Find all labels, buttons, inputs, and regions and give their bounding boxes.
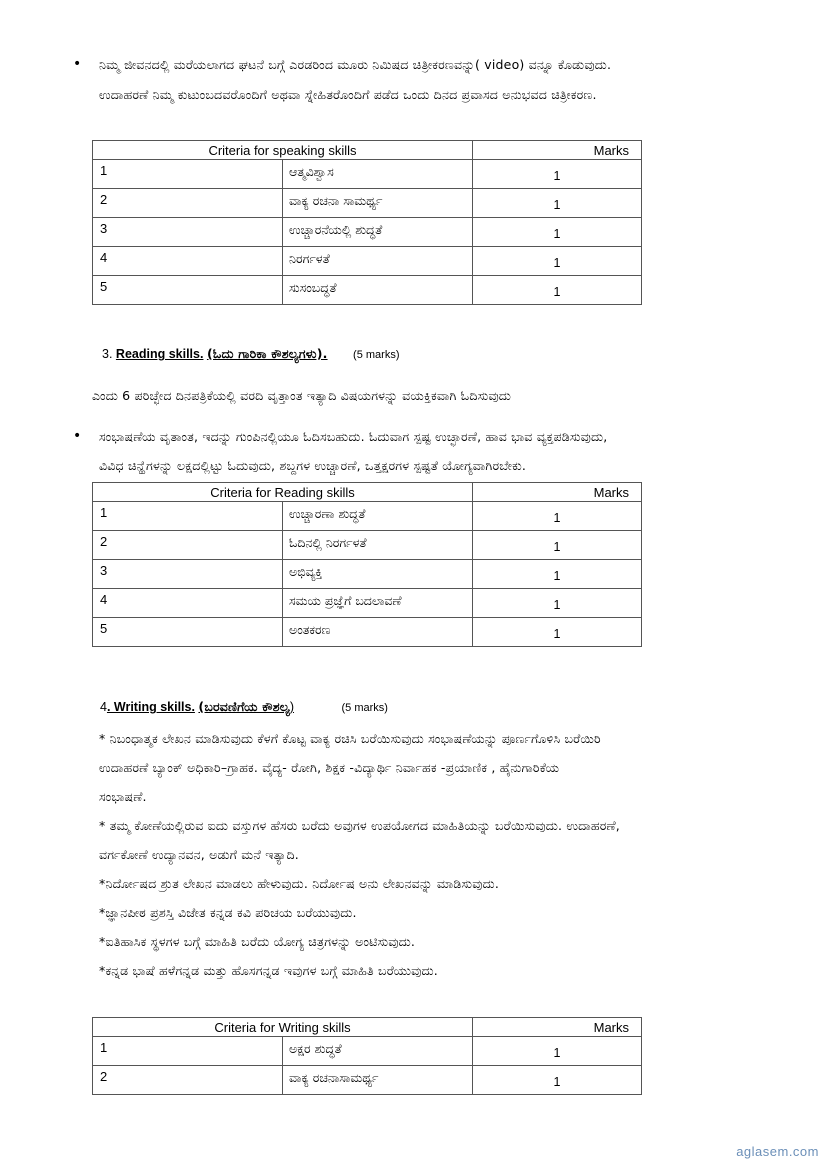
- section-title: . Writing skills.: [106, 700, 195, 714]
- table-row: [93, 247, 642, 276]
- row-criteria: ನಿರರ್ಗಳತೆ: [283, 247, 473, 276]
- reading-intro-line: ಎಂದು 6 ಪರಿಚ್ಛೇದ ದಿನಪತ್ರಿಕೆಯಲ್ಲಿ ವರದಿ ವೃತ್ತಾಂತ ಇತ್ಯಾದಿ ವಿಷಯಗಳನ್ನು ವಯಕ್ತಿಕವಾಗಿ ಓದಿಸುವುದು: [92, 388, 512, 403]
- table-row: [93, 560, 642, 589]
- row-marks: 1: [473, 218, 642, 247]
- section-title: Reading skills.: [115, 347, 204, 361]
- reading-bullet-line-2: ವಿವಿಧ ಚಿನ್ಹೆಗಳನ್ನು ಲಕ್ಷದಲ್ಲಿಟ್ಟು ಓದುವುದು, ಶಬ್ದಗಳ ಉಚ್ಚಾರಣೆ, ಒತ್ತಕ್ಷರಗಳ ಸ್ಪಷ್ಟತೆ ಯೋಗ್ಯವಾಗಿರಬೇಕು.: [99, 458, 527, 473]
- bullet-dot: •: [73, 428, 82, 444]
- row-criteria: ಉಚ್ಚಾರನೆಯಲ್ಲಿ ಶುದ್ಧತೆ: [283, 218, 473, 247]
- row-marks: 1: [473, 189, 642, 218]
- row-criteria: ಅಂತಕರಣ: [283, 618, 473, 647]
- intro-line-2: ಉದಾಹರಣೆ ನಿಮ್ಮ ಕುಟುಂಬದವರೊಂದಿಗೆ ಅಥವಾ ಸ್ನೇಹಿತರೊಂದಿಗೆ ಪಡೆದ ಒಂದು ದಿನದ ಪ್ರವಾಸದ ಅನುಭವದ ಚಿತ್ರೀಕರಣ.: [99, 87, 597, 102]
- row-number: 2: [93, 189, 283, 218]
- row-marks: 1: [473, 589, 642, 618]
- writing-line: *ಐತಿಹಾಸಿಕ ಸ್ಥಳಗಳ ಬಗ್ಗೆ ಮಾಹಿತಿ ಬರೆದು ಯೋಗ್ಯ ಚಿತ್ರಗಳನ್ನು ಅಂಟಿಸುವುದು.: [99, 934, 416, 949]
- table-row: [93, 1066, 642, 1095]
- row-criteria: ಅಕ್ಷರ ಶುದ್ಧತೆ: [283, 1037, 473, 1066]
- row-criteria: ಅಭಿವ್ಯಕ್ತಿ: [283, 560, 473, 589]
- section-number: 4: [100, 700, 107, 714]
- writing-line: *ಕನ್ನಡ ಭಾಷೆ ಹಳೆಗನ್ನಡ ಮತ್ತು ಹೊಸಗನ್ನಡ ಇವುಗಳ ಬಗ್ಗೆ ಮಾಹಿತಿ ಬರೆಯುವುದು.: [99, 963, 438, 978]
- row-criteria: ಸುಸಂಬದ್ಧತೆ: [283, 276, 473, 305]
- section-kannada-title: (ಓದು ಗಾರಿಕಾ ಕೌಶಲ್ಯಗಳು).: [206, 346, 328, 361]
- footer-watermark[interactable]: aglasem.com: [736, 1144, 819, 1159]
- writing-line: * ತಮ್ಮ ಕೋಣೆಯಲ್ಲಿರುವ ಐದು ವಸ್ತುಗಳ ಹೆಸರು ಬರೆದು ಅವುಗಳ ಉಪಯೋಗದ ಮಾಹಿತಿಯನ್ನು ಬರೆಯಿಸುವುದು. ಉದಾಹರಣೆ,: [99, 818, 620, 833]
- writing-section-heading: [100, 699, 388, 715]
- row-marks: 1: [473, 1037, 642, 1066]
- table-header-row: [93, 141, 642, 160]
- section-marks-note: (5 marks): [341, 702, 388, 714]
- header-criteria: Criteria for speaking skills: [93, 141, 473, 160]
- header-marks: Marks: [473, 483, 642, 502]
- reading-section-heading: [102, 346, 400, 362]
- table-row: [93, 502, 642, 531]
- table-row: [93, 618, 642, 647]
- table-row: [93, 531, 642, 560]
- writing-line: * ನಿಬಂಧಾತ್ಮಕ ಲೇಖನ ಮಾಡಿಸುವುದು ಕೆಳಗೆ ಕೊಟ್ಟ ವಾಕ್ಯ ರಚಿಸಿ ಬರೆಯಿಸುವುದು ಸಂಭಾಷಣೆಯನ್ನು ಪೂರ್ಣಗೊಳಿಸಿ ಬರೆಯಿರಿ: [99, 731, 601, 746]
- header-marks: Marks: [473, 141, 642, 160]
- row-marks: 1: [473, 531, 642, 560]
- table-header-row: [93, 1018, 642, 1037]
- section-number: 3.: [102, 347, 113, 361]
- writing-line: *ನಿರ್ದೋಷದ ಶ್ರುತ ಲೇಖನ ಮಾಡಲು ಹೇಳುವುದು. ನಿರ್ದೋಷ ಅನು ಲೇಖನವನ್ನು ಮಾಡಿಸುವುದು.: [99, 876, 500, 891]
- row-criteria: ಸಮಯ ಪ್ರಜ್ಞೆಗೆ ಬದಲಾವಣೆ: [283, 589, 473, 618]
- row-number: 1: [93, 1037, 283, 1066]
- table-row: [93, 1037, 642, 1066]
- section-marks-note: (5 marks): [353, 349, 400, 361]
- row-number: 1: [93, 502, 283, 531]
- row-number: 4: [93, 589, 283, 618]
- intro-line-1: ನಿಮ್ಮ ಜೀವನದಲ್ಲಿ ಮರೆಯಲಾಗದ ಘಟನೆ ಬಗ್ಗೆ ಎರಡರಿಂದ ಮೂರು ನಿಮಿಷದ ಚಿತ್ರೀಕರಣವನ್ನು( video) ವನ್ನೂ ಕೊಡುವುದು.: [99, 57, 612, 72]
- table-row: [93, 160, 642, 189]
- table-row: [93, 276, 642, 305]
- row-marks: 1: [473, 560, 642, 589]
- writing-line: ಸಂಭಾಷಣೆ.: [99, 789, 147, 804]
- row-criteria: ವಾಕ್ಯ ರಚನಾ ಸಾಮರ್ಥ್ಯ: [283, 189, 473, 218]
- table-row: [93, 189, 642, 218]
- row-marks: 1: [473, 247, 642, 276]
- speaking-criteria-table: [92, 140, 642, 305]
- writing-criteria-table: [92, 1017, 642, 1095]
- row-criteria: ಉಚ್ಚಾರಣಾ ಶುದ್ಧತೆ: [283, 502, 473, 531]
- row-number: 1: [93, 160, 283, 189]
- row-marks: 1: [473, 502, 642, 531]
- writing-line: ಉದಾಹರಣೆ ಬ್ಯಾಂಕ್ ಅಧಿಕಾರಿ–ಗ್ರಾಹಕ. ವೈದ್ಯ- ರೋಗಿ, ಶಿಕ್ಷಕ -ವಿದ್ಯಾರ್ಥಿ ನಿರ್ವಾಹಕ -ಪ್ರಯಾಣಿಕ , ಹೈನುಗಾರಿಕೆಯ: [99, 760, 560, 775]
- row-criteria: ಆತ್ಮವಿಶ್ವಾಸ: [283, 160, 473, 189]
- row-number: 3: [93, 560, 283, 589]
- row-criteria: ವಾಕ್ಯ ರಚನಾಸಾಮರ್ಥ್ಯ: [283, 1066, 473, 1095]
- writing-line: *ಜ್ಞಾನಪೀಠ ಪ್ರಶಸ್ತಿ ವಿಜೇತ ಕನ್ನಡ ಕವಿ ಪರಿಚಯ ಬರೆಯುವುದು.: [99, 905, 357, 920]
- row-marks: 1: [473, 1066, 642, 1095]
- row-marks: 1: [473, 618, 642, 647]
- row-marks: 1: [473, 160, 642, 189]
- table-header-row: [93, 483, 642, 502]
- section-close-paren: ): [289, 700, 295, 714]
- header-criteria: Criteria for Writing skills: [93, 1018, 473, 1037]
- header-criteria: Criteria for Reading skills: [93, 483, 473, 502]
- reading-criteria-table: [92, 482, 642, 647]
- table-row: [93, 218, 642, 247]
- row-number: 2: [93, 1066, 283, 1095]
- writing-line: ವರ್ಗಕೋಣೆ ಉದ್ಯಾನವನ, ಅಡುಗೆ ಮನೆ ಇತ್ಯಾದಿ.: [99, 847, 299, 862]
- table-row: [93, 589, 642, 618]
- row-marks: 1: [473, 276, 642, 305]
- row-criteria: ಓದಿನಲ್ಲಿ ನಿರರ್ಗಳತೆ: [283, 531, 473, 560]
- row-number: 2: [93, 531, 283, 560]
- header-marks: Marks: [473, 1018, 642, 1037]
- row-number: 5: [93, 276, 283, 305]
- row-number: 4: [93, 247, 283, 276]
- row-number: 5: [93, 618, 283, 647]
- bullet-dot: •: [73, 56, 82, 72]
- section-kannada-title: (ಬರವಣಿಗೆಯ ಕೌಶಲ್ಯ: [198, 699, 290, 714]
- row-number: 3: [93, 218, 283, 247]
- reading-bullet-line-1: ಸಂಭಾಷಣೆಯ ವೃತಾಂತ, ಇದನ್ನು ಗುಂಪಿನಲ್ಲಿಯೂ ಓದಿಸಬಹುದು. ಓದುವಾಗ ಸ್ಪಷ್ಟ ಉಚ್ಛಾರಣೆ, ಹಾವ ಭಾವ ವ್ಯಕ್ತಪಡಿಸುವುದು,: [99, 429, 608, 444]
